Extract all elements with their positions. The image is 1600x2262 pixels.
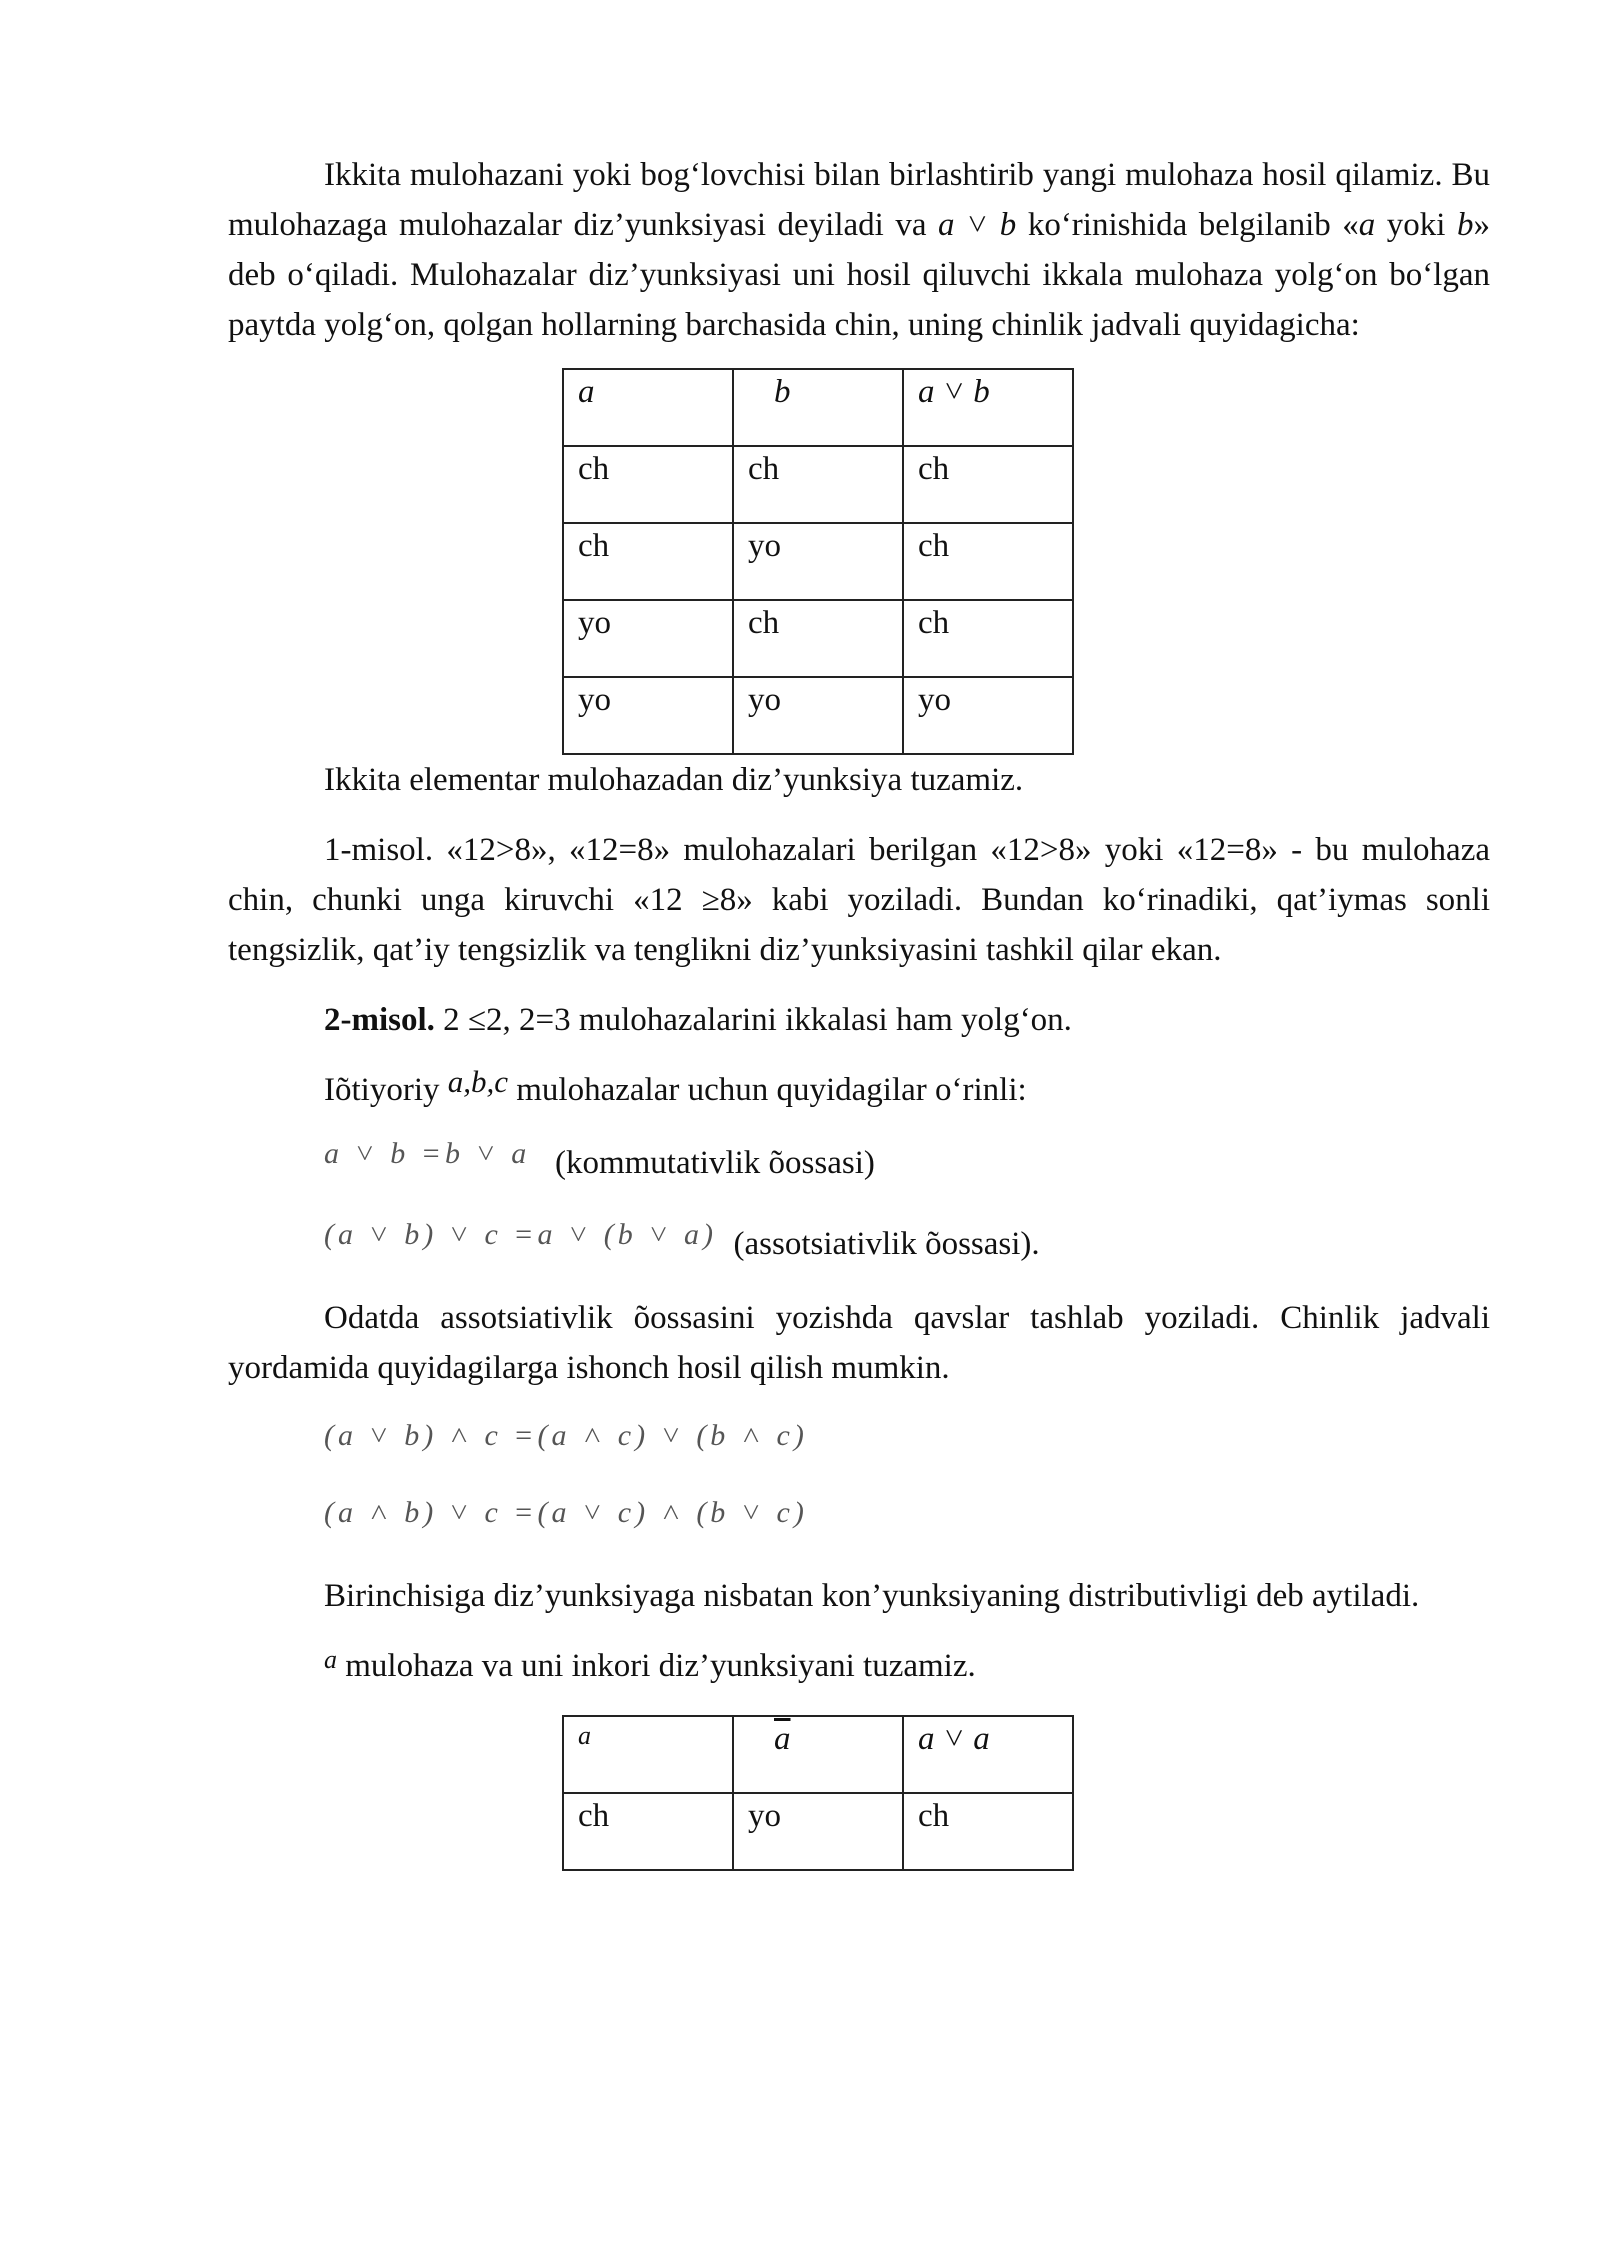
paragraph-associative: Odatda assotsiativlik õossasini yozishda qavslar tashlab yoziladi. Chinlik jadvali yordamida quyidagilarga ishonch hosil qilish mumkin. (228, 1300, 1490, 1386)
formula-note: (assotsiativlik õossasi). (733, 1226, 1040, 1262)
table-cell: yo (563, 600, 733, 677)
table-cell: ch (733, 446, 903, 523)
table-cell: ch (563, 523, 733, 600)
table-cell: yo (733, 1793, 903, 1870)
paragraph-arbitrary (228, 1065, 1490, 1115)
table-cell: ch (903, 446, 1073, 523)
header-cell (903, 1716, 1073, 1793)
table-cell: yo (563, 677, 733, 754)
table-row (563, 677, 1073, 754)
table-header-row (563, 369, 1073, 446)
text: Iõtiyoriy (324, 1072, 448, 1108)
text: mulohaza va uni inkori diz’yunksiyani tuzamiz. (337, 1648, 976, 1684)
truth-table-negation (562, 1715, 1074, 1871)
formula-expression: a ˅ b =b ˅ a (324, 1137, 531, 1170)
header-cell: b (733, 369, 903, 446)
var-a: a (1358, 207, 1376, 243)
table-cell: yo (733, 523, 903, 600)
paragraph-elementary: Ikkita elementar mulohazadan diz’yunksiya tuzamiz. (324, 762, 1024, 798)
table-cell: ch (903, 600, 1073, 677)
table-cell: ch (563, 1793, 733, 1870)
text: yoki (1375, 207, 1457, 243)
table-cell: ch (733, 600, 903, 677)
formula-associative (324, 1216, 1490, 1273)
text: ko‘rinishida belgilanib « (1027, 207, 1359, 243)
table-cell: yo (903, 677, 1073, 754)
header-cell: a (563, 369, 733, 446)
paragraph-disjunction-definition (228, 150, 1490, 350)
table-row (563, 1793, 1073, 1870)
text: mulohazalar uchun quyidagilar o‘rinli: (508, 1072, 1027, 1108)
header-cell: a ˅ b (903, 369, 1073, 446)
document-page (228, 150, 1490, 1871)
example-label: 2-misol. (324, 1002, 435, 1038)
var-b: b (1456, 207, 1474, 243)
formula-note: (kommutativlik õossasi) (554, 1145, 875, 1181)
table-row (563, 446, 1073, 523)
vars-abc: a,b,c (447, 1064, 508, 1099)
truth-table-disjunction (562, 368, 1074, 755)
formula-expression: (a ˅ b) ˄ c =(a ˄ c) ˅ (b ˄ c) (324, 1419, 808, 1452)
table-cell: yo (733, 677, 903, 754)
formula-expression: (a ˅ b) ˅ c =a ˅ (b ˅ a) (324, 1218, 717, 1251)
header-cell: a (563, 1716, 733, 1793)
table-cell: ch (563, 446, 733, 523)
formula-distributive-1 (324, 1417, 1490, 1474)
text: » deb o‘qiladi. Mulohazalar diz’yunksiyasi uni hosil qiluvchi ikkala mulohaza yolg‘on bo‘lgan paytda yolg‘on, qolgan hollarning barchasida chin, uning chinlik jadvali quyidagicha: (228, 207, 1490, 343)
paragraph-example-2 (228, 995, 1490, 1045)
header-cell: $\overline{a}$ (733, 1716, 903, 1793)
header-text: a ˅ a (918, 1721, 990, 1757)
formula-commutative (324, 1135, 1490, 1192)
formula-expression: (a ˄ b) ˅ c =(a ˅ c) ˄ (b ˅ c) (324, 1496, 808, 1529)
formula-distributive-2 (324, 1494, 1490, 1551)
table-row (563, 523, 1073, 600)
paragraph-negation (228, 1641, 1490, 1693)
text: 2 ≤2, 2=3 mulohazalarini ikkalasi ham yolg‘on. (434, 1002, 1072, 1038)
formula-a-or-b: a ˅ b (938, 207, 1017, 243)
paragraph-example-1: 1-misol. «12>8», «12=8» mulohazalari berilgan «12>8» yoki «12=8» - bu mulohaza chin, chunki unga kiruvchi «12 ≥8» kabi yoziladi. Bundan ko‘rinadiki, qat’iymas sonli tengsizlik, qat’iy tengsizlik va tenglikni diz’yunksiyasini tashkil qilar ekan. (228, 832, 1490, 968)
var-a: a (324, 1645, 337, 1674)
table-cell: ch (903, 523, 1073, 600)
text: Ikkita mulohazani yoki bog‘lovchisi bilan birlashtirib yangi mulohaza hosil qilamiz. Bu mulohazaga mulohazalar diz’yunksiyasi deyiladi va (228, 157, 1490, 243)
table-cell: ch (903, 1793, 1073, 1870)
table-row (563, 600, 1073, 677)
paragraph-distributivity: Birinchisiga diz’yunksiyaga nisbatan kon’yunksiyaning distributivligi deb aytiladi. (324, 1578, 1420, 1614)
table-header-row (563, 1716, 1073, 1793)
